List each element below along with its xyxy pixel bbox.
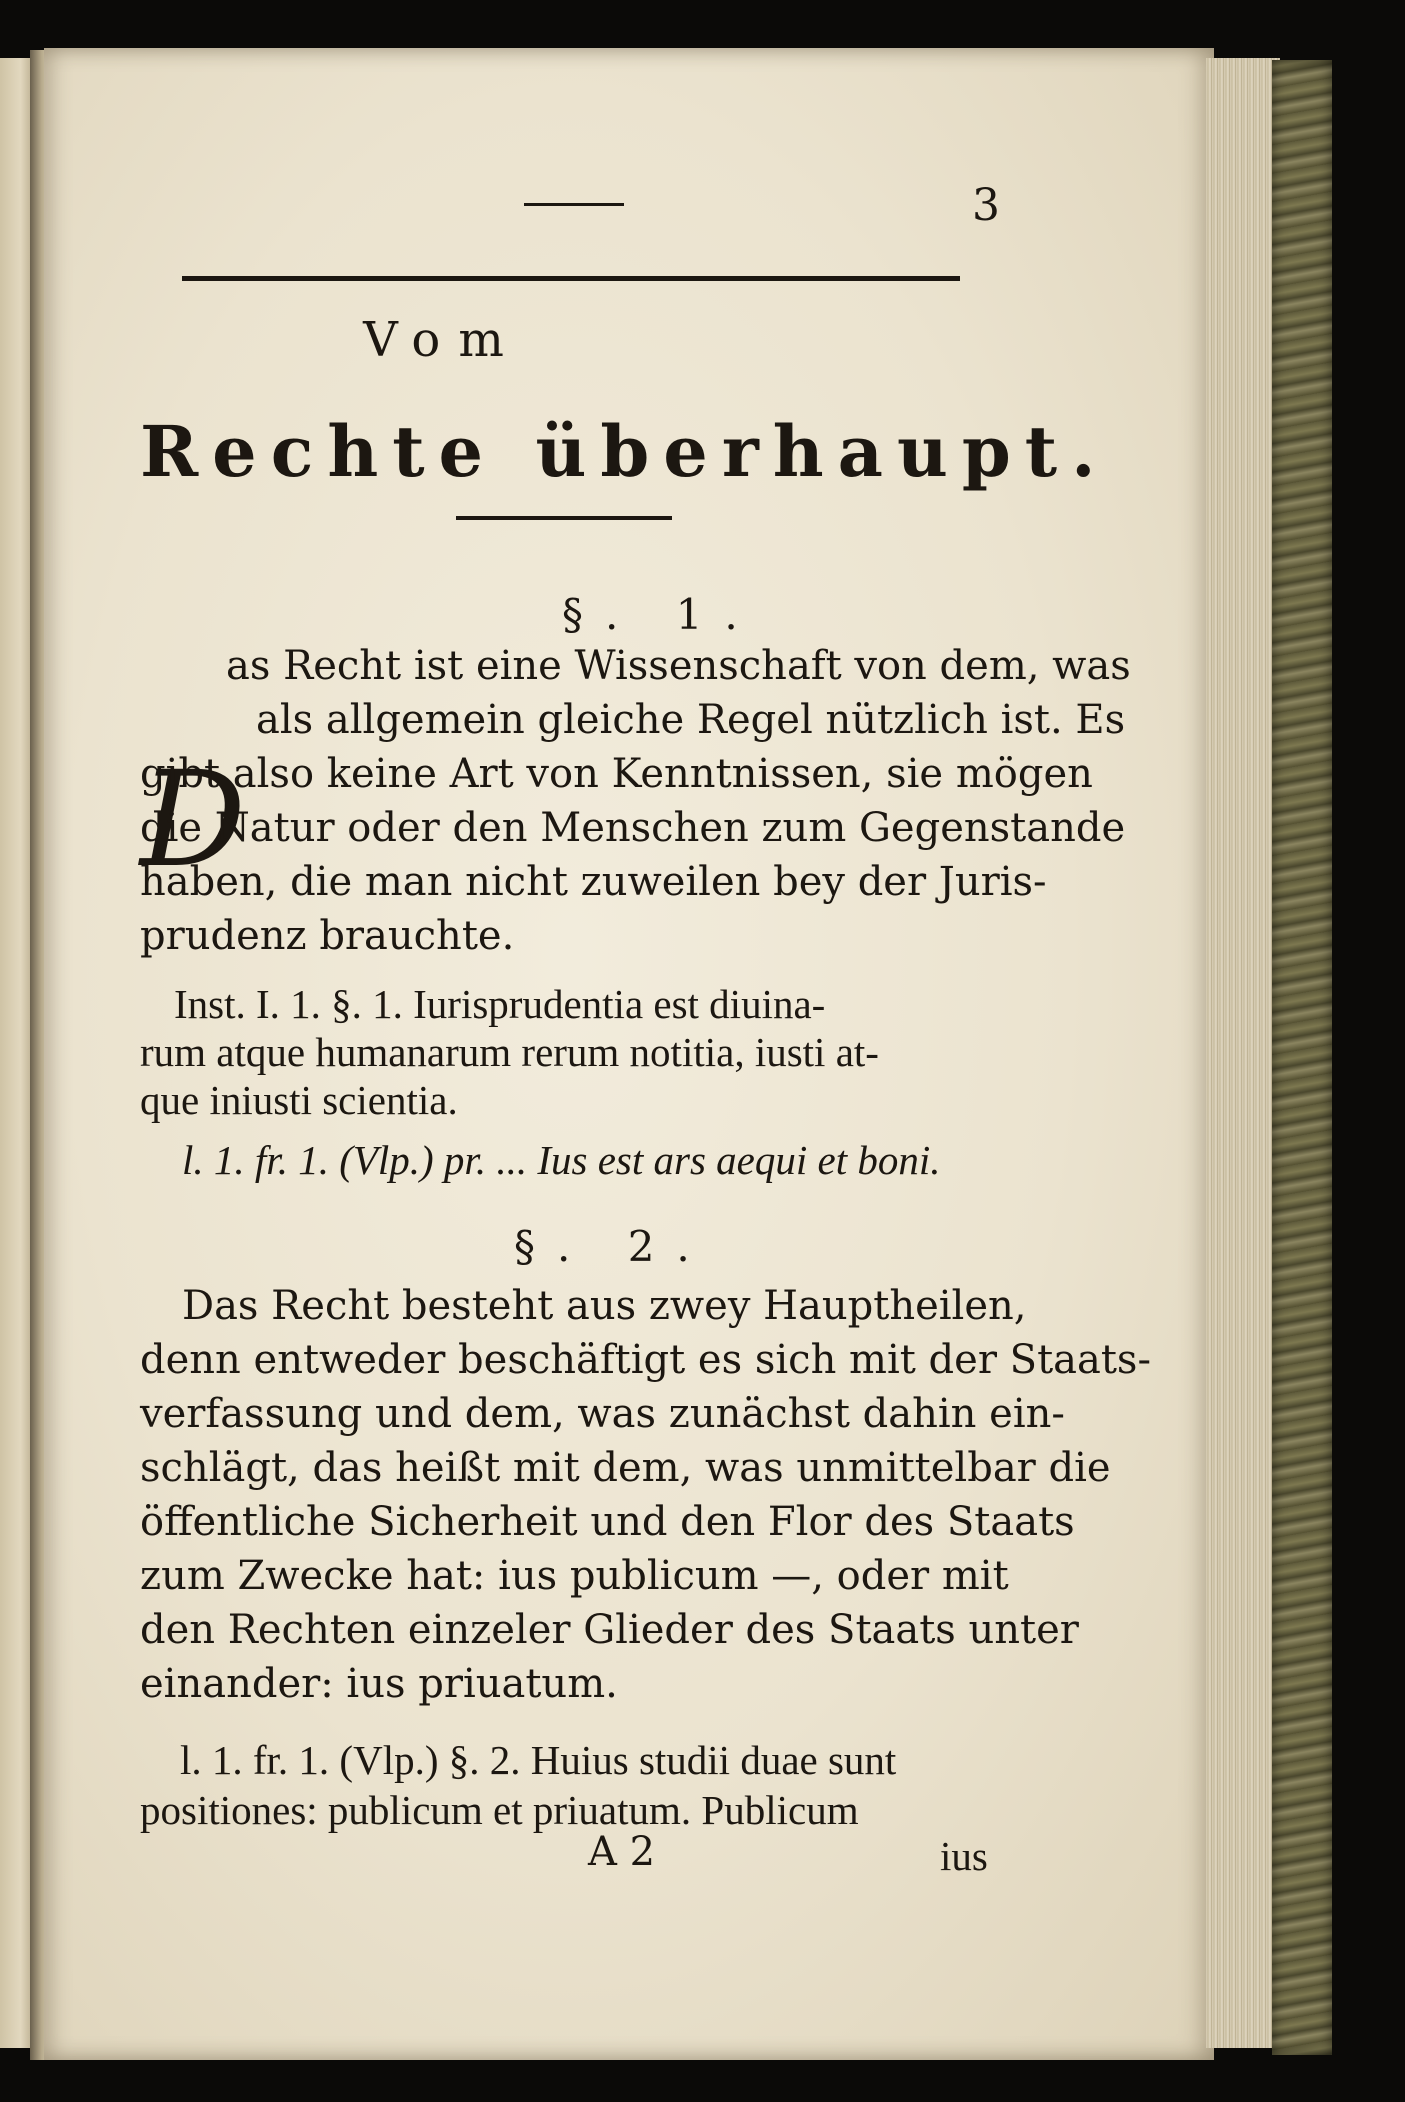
page-title: Rechte überhaupt. — [140, 410, 1110, 493]
text-line: die Natur oder den Menschen zum Gegenstande — [140, 805, 1126, 851]
title-underline — [456, 516, 672, 520]
catchword: ius — [940, 1833, 988, 1879]
text-line: öffentliche Sicherheit und den Flor des Staats — [140, 1499, 1075, 1545]
citation-line: Inst. I. 1. §. 1. Iurisprudentia est diuina- — [174, 981, 826, 1027]
section-marker-2: §. 2. — [514, 1222, 712, 1271]
text-line: haben, die man nicht zuweilen bey der Juris- — [140, 859, 1047, 905]
citation-line: positiones: publicum et priuatum. Publicum — [140, 1787, 859, 1833]
section-marker-1: §. 1. — [562, 590, 760, 639]
text-line: as Recht ist eine Wissenschaft von dem, was — [226, 643, 1131, 689]
text-line: schlägt, das heißt mit dem, was unmittelbar die — [140, 1445, 1111, 1491]
text-line: verfassung und dem, was zunächst dahin ein- — [140, 1391, 1065, 1437]
text-line: zum Zwecke hat: ius publicum —, oder mit — [140, 1553, 1009, 1599]
text-line: einander: ius priuatum. — [140, 1661, 618, 1707]
citation-line: rum atque humanarum rerum notitia, iusti at- — [140, 1029, 879, 1075]
text-line: gibt also keine Art von Kenntnissen, sie mögen — [140, 751, 1093, 797]
citation-line: que iniusti scientia. — [140, 1077, 458, 1123]
short-top-rule — [524, 203, 624, 206]
text-line: als allgemein gleiche Regel nützlich ist. Es — [256, 697, 1126, 743]
text-line: denn entweder beschäftigt es sich mit der Staats- — [140, 1337, 1151, 1383]
header-double-rule — [182, 276, 960, 281]
citation-line: l. 1. fr. 1. (Vlp.) pr. ... Ius est ars aequi et boni. — [182, 1137, 941, 1183]
text-line: prudenz brauchte. — [140, 913, 515, 959]
heading-small: Vom — [363, 312, 522, 368]
text-line: den Rechten einzeler Glieder des Staats unter — [140, 1607, 1079, 1653]
text-line: Das Recht besteht aus zwey Hauptheilen, — [182, 1283, 1027, 1329]
drop-cap: D — [140, 743, 246, 897]
citation-line: l. 1. fr. 1. (Vlp.) §. 2. Huius studii duae sunt — [180, 1737, 897, 1783]
signature-mark: A 2 — [588, 1829, 656, 1875]
page-number: 3 — [972, 180, 1000, 231]
